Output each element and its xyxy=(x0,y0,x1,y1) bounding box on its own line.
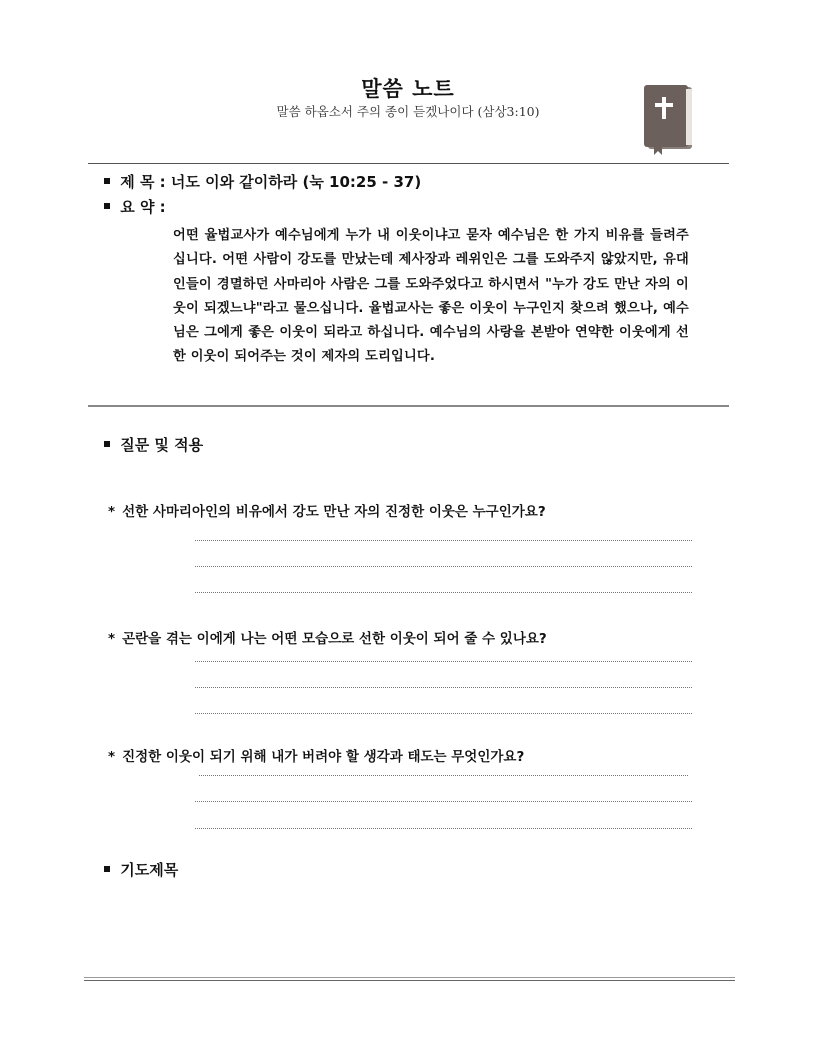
bible-icon xyxy=(640,83,696,157)
sermon-title-label: 제 목 : xyxy=(120,173,166,191)
header-divider xyxy=(88,163,729,164)
summary-divider xyxy=(88,405,729,407)
application-heading: 질문 및 적용 xyxy=(120,436,204,454)
answer-line[interactable] xyxy=(199,775,688,776)
summary-label-row xyxy=(104,196,166,217)
star-bullet-icon: * xyxy=(108,504,116,520)
answer-line[interactable] xyxy=(195,687,692,688)
question-text: 진정한 이웃이 되기 위해 내가 버려야 할 생각과 태도는 무엇인가요? xyxy=(122,749,525,765)
question-2 xyxy=(108,627,547,647)
square-bullet-icon xyxy=(104,178,110,184)
summary-text: 어떤 율법교사가 예수님에게 누가 내 이웃이냐고 묻자 예수님은 한 가지 비유를 들려주십니다. 어떤 사람이 강도를 만났는데 제사장과 레위인은 그를 도와주지 않았지만, 유대인들이 경멸하던 사마리아 사람은 그를 도와주었다고 하시면서 "누가 강도 만난 자의 이웃이 되겠느냐"라고 물으십니다. 율법교사는 좋은 이웃이 누구인지 찾으려 했으나, 예수님은 그에게 좋은 이웃이 되라고 하십니다. 예수님의 사랑을 본받아 연약한 이웃에게 선한 이웃이 되어주는 것이 제자의 도리입니다. xyxy=(173,228,689,365)
answer-line[interactable] xyxy=(195,592,692,593)
question-3 xyxy=(108,745,524,765)
prayer-heading-row xyxy=(104,859,178,880)
answer-line[interactable] xyxy=(195,566,692,567)
square-bullet-icon xyxy=(104,203,110,209)
square-bullet-icon xyxy=(104,441,110,447)
prayer-heading: 기도제목 xyxy=(120,861,179,879)
star-bullet-icon: * xyxy=(108,631,116,647)
question-1 xyxy=(108,500,546,520)
footer-rule xyxy=(84,977,735,978)
footer-rule xyxy=(84,980,735,981)
sermon-title-row xyxy=(104,171,421,192)
sermon-title-value: 너도 이와 같이하라 (눅 10:25 - 37) xyxy=(170,173,422,191)
question-text: 선한 사마리아인의 비유에서 강도 만난 자의 진정한 이웃은 누구인가요? xyxy=(122,504,546,520)
answer-line[interactable] xyxy=(195,661,692,662)
star-bullet-icon: * xyxy=(108,749,116,765)
page-subtitle: 말씀 하옵소서 주의 종이 듣겠나이다 (삼상3:10) xyxy=(276,104,540,119)
question-text: 곤란을 겪는 이에게 나는 어떤 모습으로 선한 이웃이 되어 줄 수 있나요? xyxy=(122,631,547,647)
answer-line[interactable] xyxy=(195,540,692,541)
page-title: 말씀 노트 xyxy=(361,77,455,101)
answer-line[interactable] xyxy=(195,801,692,802)
square-bullet-icon xyxy=(104,866,110,872)
answer-line[interactable] xyxy=(195,828,692,829)
summary-label: 요 약 : xyxy=(120,198,166,216)
answer-line[interactable] xyxy=(195,713,692,714)
application-heading-row xyxy=(104,434,203,455)
